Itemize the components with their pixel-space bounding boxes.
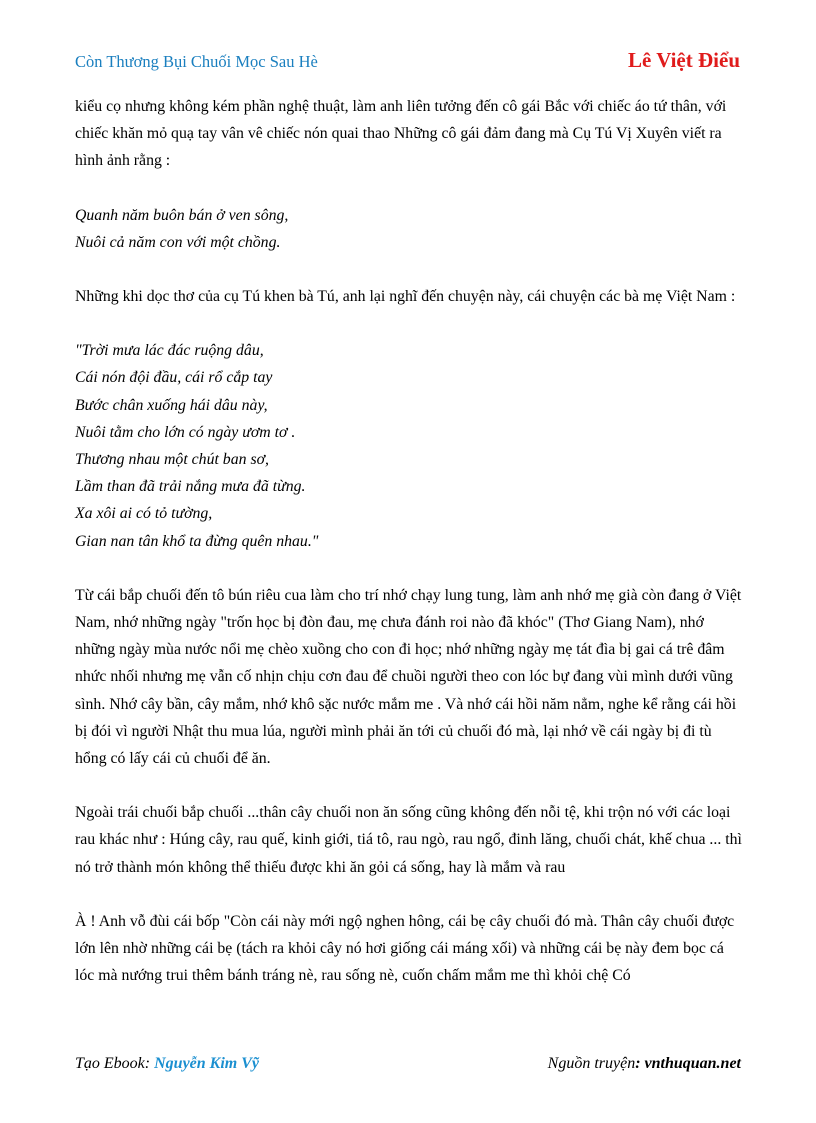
- body-text: [75, 93, 743, 989]
- paragraph: Những khi dọc thơ của cụ Tú khen bà Tú, anh lại nghĩ đến chuyện này, cái chuyện các bà mẹ Việt Nam :: [75, 288, 736, 306]
- poem-line: Nuôi cả năm con với một chồng.: [75, 233, 281, 251]
- poem-line: Lầm than đã trải nắng mưa đã từng.: [75, 478, 306, 496]
- source-credit: [548, 1055, 741, 1073]
- source-site: vnthuquan.net: [644, 1055, 741, 1072]
- author-name: Lê Việt Điểu: [628, 48, 740, 72]
- ebook-credit: [75, 1055, 259, 1073]
- paragraph: Ngoài trái chuối bắp chuối ...thân cây chuối non ăn sống cũng không đến nỗi tệ, khi trộn nó với các loại rau khác như : Húng cây, rau quế, kinh giới, tiá tô, rau ngò, rau ngổ, đinh lăng, chuối chát, khế chua ... thì nó trở thành món không thể thiếu được khi ăn gỏi cá sống, hay là mắm và rau: [75, 804, 742, 876]
- poem-line: Cái nón đội đầu, cái rổ cắp tay: [75, 369, 273, 387]
- poem-line: "Trời mưa lác đác ruộng dâu,: [75, 342, 264, 360]
- poem-line: Gian nan tân khổ ta đừng quên nhau.": [75, 532, 319, 550]
- poem-line: Quanh năm buôn bán ở ven sông,: [75, 206, 289, 224]
- ebook-separator: :: [144, 1055, 155, 1072]
- source-separator: :: [635, 1055, 645, 1072]
- poem-line: Xa xôi ai có tỏ tường,: [75, 505, 213, 523]
- ebook-author: Nguyễn Kim Vỹ: [154, 1055, 259, 1072]
- poem-quote: [75, 337, 743, 555]
- poem-quote: [75, 202, 743, 256]
- paragraph: À ! Anh vỗ đùi cái bốp "Còn cái này mới ngộ nghen hông, cái bẹ cây chuối đó mà. Thân cây chuối được lớn lên nhờ những cái bẹ (tách ra khỏi cây nó hơi giống cái máng xối) và những cái bẹ này đem bọc cá lóc mà nướng trui thêm bánh tráng nè, rau sống nè, cuốn chấm mắm me thì khỏi chệ Có: [75, 912, 735, 985]
- poem-line: Thương nhau một chút ban sơ,: [75, 451, 269, 469]
- paragraph: kiểu cọ nhưng không kém phần nghệ thuật, làm anh liên tưởng đến cô gái Bắc với chiếc áo tứ thân, với chiếc khăn mỏ quạ tay vân vê chiếc nón quai thao Những cô gái đảm đang mà Cụ Tú Vị Xuyên viết ra hình ảnh rằng :: [75, 98, 727, 170]
- poem-line: Nuôi tằm cho lớn có ngày ươm tơ .: [75, 423, 296, 441]
- source-label: Nguồn truyện: [547, 1055, 636, 1072]
- ebook-label: Tạo Ebook: [75, 1055, 145, 1072]
- story-title: Còn Thương Bụi Chuối Mọc Sau Hè: [75, 52, 318, 71]
- poem-line: Bước chân xuống hái dâu này,: [75, 396, 268, 414]
- paragraph: Từ cái bắp chuối đến tô bún riêu cua làm cho trí nhớ chạy lung tung, làm anh nhớ mẹ già còn đang ở Việt Nam, nhớ những ngày "trốn học bị đòn đau, mẹ chưa đánh roi nào đã khóc" (Thơ Giang Nam), nhớ những ngày mùa nước nổi mẹ chèo xuồng cho con đi học; nhớ những ngày mẹ tát đìa bị gai cá trê đâm nhức nhối nhưng mẹ vẫn cố nhịn chịu cơn đau để chuồi người theo con lóc bự đang vùi mình dưới vũng sình. Nhớ cây bần, cây mắm, nhớ khô sặc nước mắm me . Và nhớ cái hồi năm nẳm, nghe kể rằng cái hồi bị đói vì người Nhật thu mua lúa, người mình phải ăn tới củ chuối đó mà, lại nhớ về cái ngày bị đi tù hổng có lấy cái củ chuối để ăn.: [75, 586, 742, 768]
